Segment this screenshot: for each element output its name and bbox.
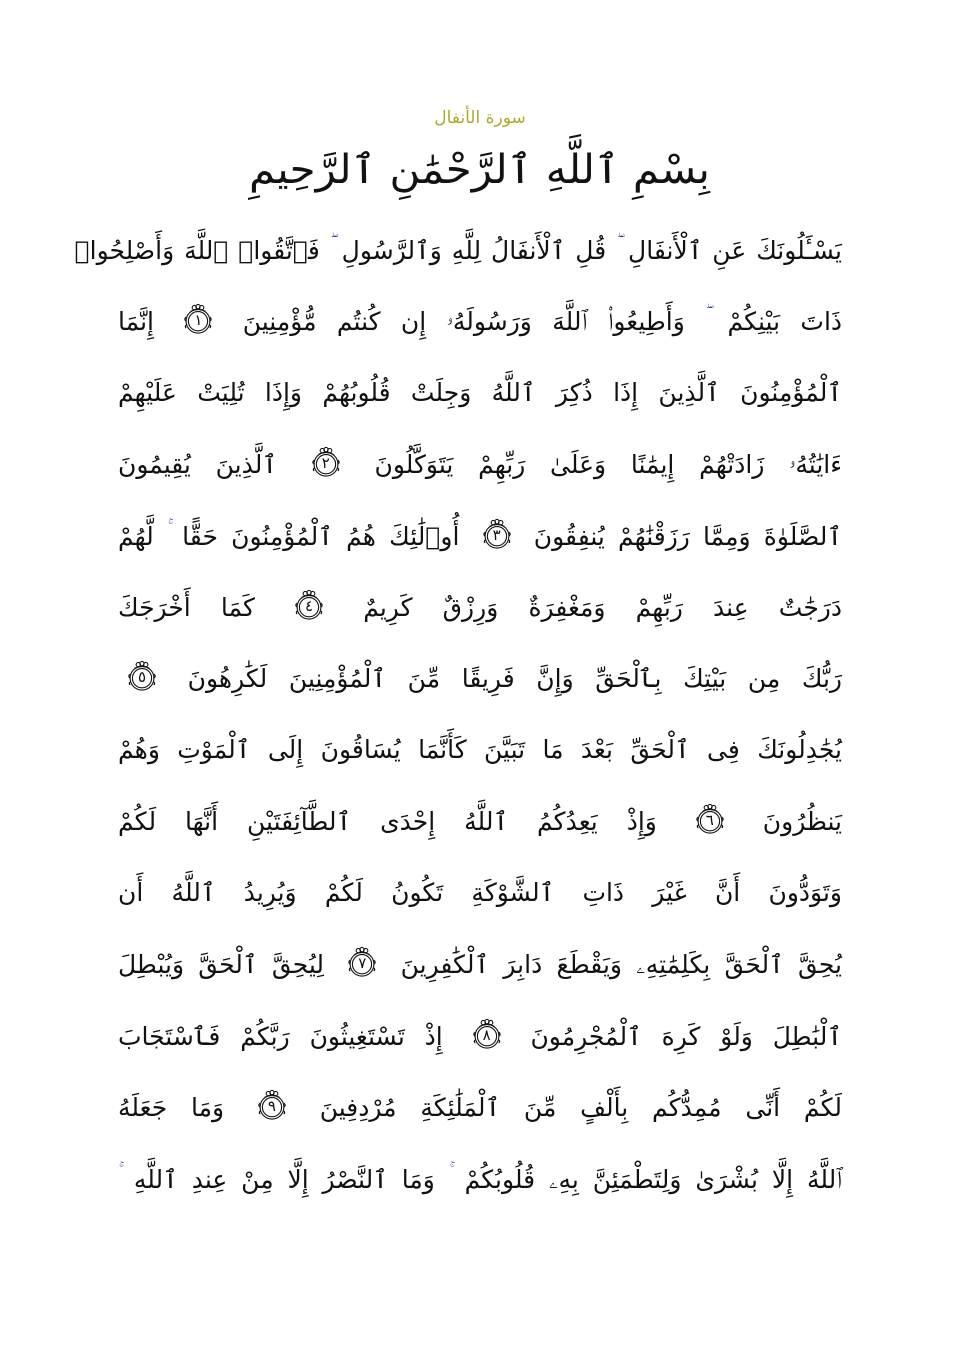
ayah-line bbox=[74, 214, 842, 286]
ayah-number-text: ٤ bbox=[305, 596, 314, 615]
ayah-line-text: ءَايَٰتُهُۥ زَادَتْهُمْ إِيمَٰنًا وَعَلَىٰ رَبِّهِمْ يَتَوَكَّلُونَ ٢ ٱلَّذِينَ يُقِيمُونَ bbox=[118, 446, 842, 483]
ayah-number-text: ٩ bbox=[267, 1097, 276, 1116]
ayah-number-marker bbox=[255, 1089, 289, 1123]
ayah-line bbox=[118, 1001, 842, 1073]
ayah-line bbox=[118, 286, 842, 358]
ayah-line bbox=[118, 1072, 842, 1144]
ayah-line-text: يَسْـَٔلُونَكَ عَنِ ٱلْأَنفَالِ قُلِ ٱلْأَنفَالُ لِلَّهِ وَٱلرَّسُولِ فَٱتَّقُوا۟ ٱللَّهَ وَأَصْلِحُوا۟ bbox=[74, 235, 842, 265]
ayah-line bbox=[118, 500, 842, 572]
ayah-line bbox=[118, 572, 842, 644]
ayah-line-text: رَبُّكَ مِن بَيْتِكَ بِٱلْحَقِّ وَإِنَّ فَرِيقًا مِّنَ ٱلْمُؤْمِنِينَ لَكَٰرِهُونَ ٥ bbox=[118, 660, 842, 697]
ayah-line-text: ٱللَّهُ إِلَّا بُشْرَىٰ وَلِتَطْمَئِنَّ بِهِۦ قُلُوبُكُمْ وَمَا ٱلنَّصْرُ إِلَّا مِنْ عِندِ ٱللَّهِ bbox=[120, 1165, 842, 1195]
ayah-line bbox=[118, 715, 842, 787]
ayah-line-text: ٱلصَّلَوٰةَ وَمِمَّا رَزَقْنَٰهُمْ يُنفِقُونَ ٣ أُو۟لَٰئِكَ هُمُ ٱلْمُؤْمِنُونَ حَقًّا لَّهُمْ bbox=[118, 517, 842, 555]
ayah-line-text: ذَاتَ بَيْنِكُمْ وَأَطِيعُوا۟ ٱللَّهَ وَرَسُولَهُۥ إِن كُنتُم مُّؤْمِنِينَ ١ إِنَّمَا bbox=[118, 302, 842, 340]
ayah-number-text: ٢ bbox=[321, 453, 330, 472]
ayah-number-marker bbox=[480, 518, 514, 552]
ayah-number-marker bbox=[181, 303, 215, 337]
ayah-number-text: ٣ bbox=[492, 525, 501, 544]
ayah-number-text: ٨ bbox=[482, 1025, 491, 1044]
ayah-line-text: يُحِقَّ ٱلْحَقَّ بِكَلِمَٰتِهِۦ وَيَقْطَعَ دَابِرَ ٱلْكَٰفِرِينَ ٧ لِيُحِقَّ ٱلْحَقَّ وَيُبْطِلَ bbox=[118, 946, 842, 983]
quran-text-body bbox=[74, 214, 843, 1215]
ayah-line-text: دَرَجَٰتٌ عِندَ رَبِّهِمْ وَمَغْفِرَةٌ وَرِزْقٌ كَرِيمٌ ٤ كَمَا أَخْرَجَكَ bbox=[118, 589, 842, 626]
basmala-block bbox=[0, 143, 960, 197]
surah-header bbox=[0, 108, 960, 128]
ayah-number-marker bbox=[345, 946, 379, 980]
basmala-text: بِسْمِ ٱللَّهِ ٱلرَّحْمَٰنِ ٱلرَّحِيمِ bbox=[249, 147, 711, 193]
ayah-line-text: يَنظُرُونَ ٦ وَإِذْ يَعِدُكُمُ ٱللَّهُ إِحْدَى ٱلطَّآئِفَتَيْنِ أَنَّهَا لَكُمْ bbox=[118, 803, 842, 840]
ayah-line-text: لَكُمْ أَنِّى مُمِدُّكُم بِأَلْفٍ مِّنَ ٱلْمَلَٰئِكَةِ مُرْدِفِينَ ٩ وَمَا جَعَلَهُ bbox=[118, 1089, 842, 1126]
ayah-line bbox=[118, 643, 842, 715]
ayah-line-text: يُجَٰدِلُونَكَ فِى ٱلْحَقِّ بَعْدَ مَا تَبَيَّنَ كَأَنَّمَا يُسَاقُونَ إِلَى ٱلْمَوْتِ وَهُمْ bbox=[118, 735, 842, 765]
ayah-number-text: ١ bbox=[194, 311, 203, 330]
ayah-line bbox=[118, 786, 842, 858]
ayah-line-text: ٱلْمُؤْمِنُونَ ٱلَّذِينَ إِذَا ذُكِرَ ٱللَّهُ وَجِلَتْ قُلُوبُهُمْ وَإِذَا تُلِيَتْ عَلَيْهِمْ bbox=[118, 377, 842, 407]
ayah-line bbox=[118, 858, 842, 930]
ayah-line bbox=[118, 357, 842, 429]
ayah-number-text: ٥ bbox=[137, 668, 147, 687]
surah-name-label: سورة الأنفال bbox=[434, 108, 526, 128]
ayah-line-text: وَتَوَدُّونَ أَنَّ غَيْرَ ذَاتِ ٱلشَّوْكَةِ تَكُونُ لَكُمْ وَيُرِيدُ ٱللَّهُ أَن bbox=[118, 878, 842, 908]
ayah-number-marker bbox=[693, 803, 727, 837]
ayah-number-marker bbox=[309, 446, 343, 480]
ayah-number-text: ٦ bbox=[705, 811, 714, 830]
ayah-line-text: ٱلْبَٰطِلَ وَلَوْ كَرِهَ ٱلْمُجْرِمُونَ ٨ إِذْ تَسْتَغِيثُونَ رَبَّكُمْ فَٱسْتَجَابَ bbox=[118, 1018, 842, 1055]
ayah-line bbox=[118, 1144, 842, 1216]
ayah-number-marker bbox=[470, 1018, 504, 1052]
ayah-number-text: ٧ bbox=[358, 954, 367, 973]
ayah-number-marker bbox=[125, 660, 159, 694]
ayah-number-marker bbox=[292, 589, 326, 623]
ayah-line bbox=[118, 429, 842, 501]
ayah-line bbox=[118, 929, 842, 1001]
